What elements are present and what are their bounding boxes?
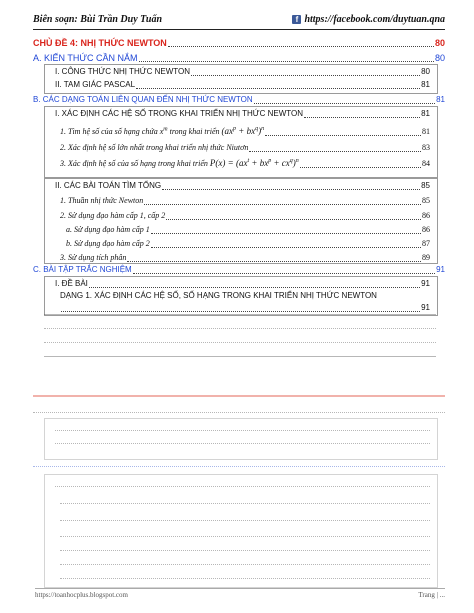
facebook-link[interactable] [292,14,445,25]
toc-item-c1-d1-page: 91 [60,302,430,314]
header-rule [33,29,445,30]
toc-item-a2[interactable]: II. TAM GIÁC PASCAL 81 [55,80,430,89]
toc-section-c[interactable]: C. BÀI TẬP TRẮC NGHIỆM 91 [33,265,445,274]
toc-chapter[interactable]: CHỦ ĐỀ 4: NHỊ THỨC NEWTON 80 [33,38,445,48]
toc-item-b2-2a[interactable]: a. Sử dụng đạo hàm cấp 1 86 [66,225,430,234]
toc-item-b1[interactable]: I. XÁC ĐỊNH CÁC HỆ SỐ TRONG KHAI TRIỂN NHỊ THỨC NEWTON 81 [55,109,430,118]
author-credit: Biên soạn: Bùi Trần Duy Tuấn [33,14,163,25]
facebook-url[interactable]: https://facebook.com/duytuan.qna [304,14,445,25]
toc-item-b2-2[interactable]: 2. Sử dụng đạo hàm cấp 1, cấp 2 86 [60,211,430,220]
toc-item-a1[interactable]: I. CÔNG THỨC NHỊ THỨC NEWTON 80 [55,67,430,76]
toc-section-b[interactable]: B. CÁC DẠNG TOÁN LIÊN QUAN ĐẾN NHỊ THỨC NEWTON 81 [33,95,445,104]
footer-link[interactable]: https://toanhocplus.blogspot.com [35,591,128,599]
page-footer [35,591,445,603]
toc-item-b1-2[interactable]: 2. Xác định hệ số lớn nhất trong khai triển nhị thức Niutơn 83 [60,143,430,152]
toc-item-c1[interactable]: I. ĐỀ BÀI 91 [55,279,430,288]
toc-item-b1-3[interactable]: 3. Xác định hệ số của số hạng trong khai triển $P(x) = (ax^t + bx^p + cx^q)^n$ 84 [60,158,430,168]
footer-page-number: Trang | ... [418,591,445,599]
toc-item-b1-1[interactable]: 1. Tìm hệ số của số hạng chứa $x^m$ trong khai triển $(ax^p + bx^q)^n$ 81 [60,126,430,136]
facebook-icon: f [292,15,301,24]
toc-item-b2-2b[interactable]: b. Sử dụng đạo hàm cấp 2 87 [66,239,430,248]
toc-item-c1-d1[interactable]: DẠNG 1. XÁC ĐỊNH CÁC HỆ SỐ, SỐ HẠNG TRONG KHAI TRIỂN NHỊ THỨC NEWTON [60,291,377,300]
faded-toc-continuation [0,300,474,613]
toc-item-b2-3[interactable]: 3. Sử dụng tích phân 89 [60,253,430,262]
page-header [33,14,445,30]
toc-item-b2-1[interactable]: 1. Thuần nhị thức Newton 85 [60,196,430,205]
toc-item-b2[interactable]: II. CÁC BÀI TOÁN TÌM TỔNG 85 [55,181,430,190]
footer-rule [35,588,445,589]
toc-section-a[interactable]: A. KIẾN THỨC CẦN NẮM 80 [33,53,445,63]
